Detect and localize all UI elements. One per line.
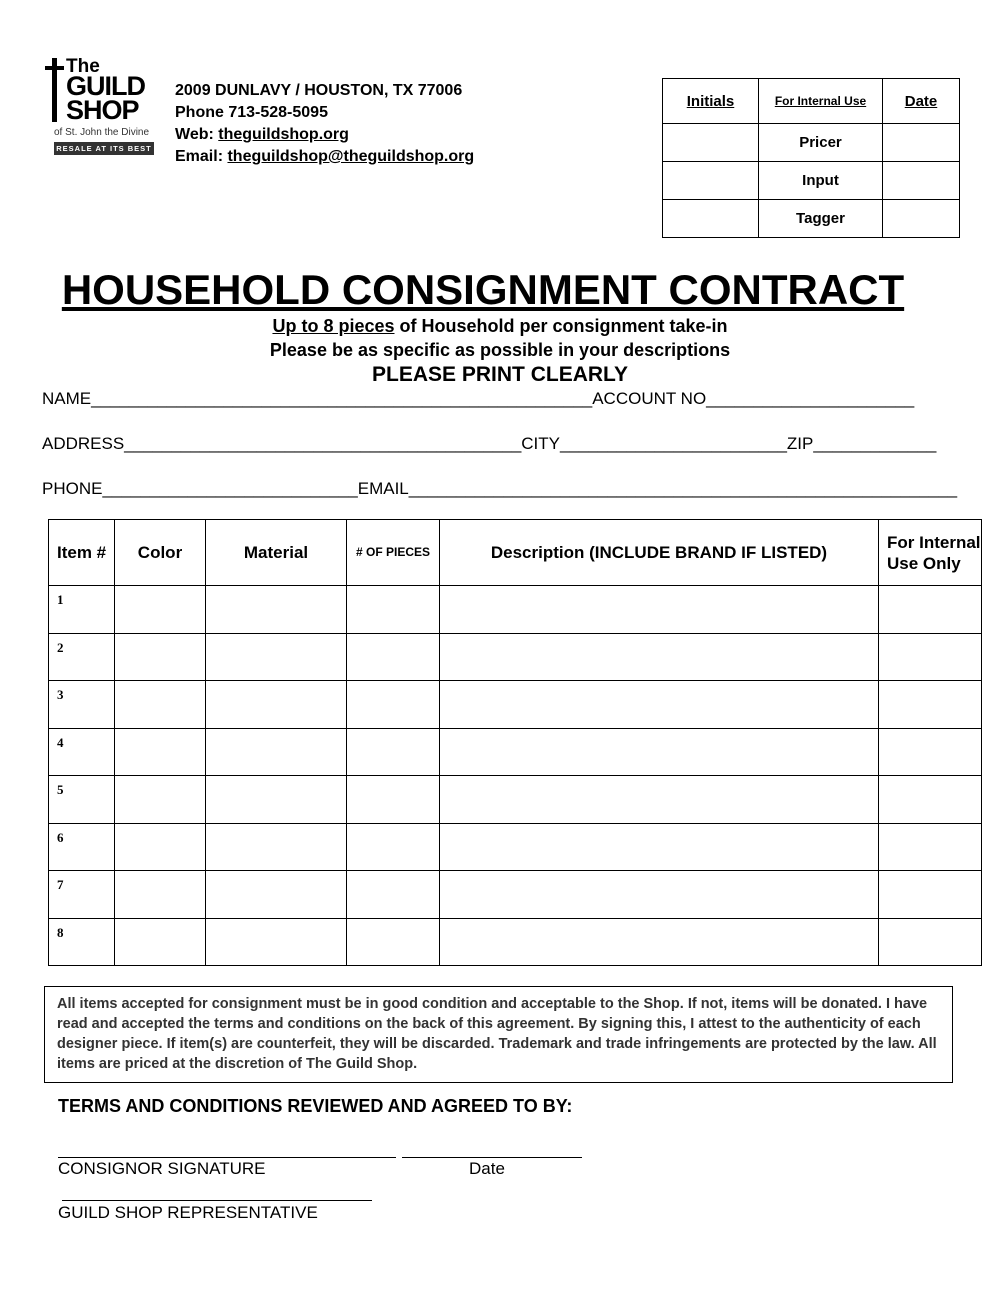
internal-use-cell[interactable] <box>879 776 982 824</box>
description-cell[interactable] <box>440 586 879 634</box>
guild-shop-logo <box>44 56 160 160</box>
cross-bar <box>45 66 64 70</box>
table-row <box>49 728 982 776</box>
material-cell[interactable] <box>206 633 347 681</box>
internal-use-cell[interactable] <box>879 633 982 681</box>
pieces-cell[interactable] <box>347 871 440 919</box>
subtitle-rest: of Household per consignment take-in <box>394 316 728 336</box>
logo-shop: SHOP <box>66 95 139 125</box>
input-date-cell[interactable] <box>883 162 960 200</box>
pieces-cell[interactable] <box>347 823 440 871</box>
item-number-cell: 2 <box>49 633 115 681</box>
table-row <box>49 681 982 729</box>
subtitle-underlined: Up to 8 pieces <box>272 316 395 336</box>
table-row <box>49 586 982 634</box>
phone-email-field[interactable]: PHONE___________________________EMAIL__________________________________________________________ <box>42 479 958 498</box>
description-cell[interactable] <box>440 633 879 681</box>
shop-web <box>175 126 349 144</box>
table-row <box>49 633 982 681</box>
item-number-header: Item # <box>49 520 115 586</box>
material-cell[interactable] <box>206 728 347 776</box>
item-number-cell: 5 <box>49 776 115 824</box>
logo-banner: RESALE AT ITS BEST <box>54 142 154 155</box>
terms-text: All items accepted for consignment must be in good condition and acceptable to the Shop. If not, items will be donated. I have read and accepted the terms and conditions on the back of this agreement. By signing this, I attest to the authenticity of each designer piece. If item(s) are counterfeit, they will be discarded. Trademark and trade infringements are protected by the law. All items are priced at the discretion of The Guild Shop. <box>57 996 937 1072</box>
table-row <box>49 823 982 871</box>
pricer-label: Pricer <box>759 124 883 162</box>
input-label: Input <box>759 162 883 200</box>
representative-label: GUILD SHOP REPRESENTATIVE <box>58 1203 318 1222</box>
internal-use-cell[interactable] <box>879 586 982 634</box>
color-cell[interactable] <box>115 918 206 966</box>
terms-box <box>44 986 953 1083</box>
material-cell[interactable] <box>206 681 347 729</box>
terms-agreed-heading: TERMS AND CONDITIONS REVIEWED AND AGREED TO BY: <box>58 1096 573 1116</box>
name-account-field[interactable]: NAME_____________________________________________________ACCOUNT NO______________________ <box>42 389 915 408</box>
color-cell[interactable] <box>115 776 206 824</box>
color-cell[interactable] <box>115 681 206 729</box>
pieces-header: # OF PIECES <box>347 520 440 586</box>
item-number-cell: 3 <box>49 681 115 729</box>
items-table <box>48 519 982 966</box>
description-cell[interactable] <box>440 871 879 919</box>
logo-the: The <box>66 56 100 77</box>
web-link[interactable]: theguildshop.org <box>218 126 349 143</box>
consignor-signature-label: CONSIGNOR SIGNATURE <box>58 1159 266 1178</box>
description-cell[interactable] <box>440 776 879 824</box>
email-link[interactable]: theguildshop@theguildshop.org <box>227 148 475 165</box>
item-number-cell: 4 <box>49 728 115 776</box>
item-number-cell: 8 <box>49 918 115 966</box>
description-cell[interactable] <box>440 681 879 729</box>
pieces-cell[interactable] <box>347 728 440 776</box>
color-cell[interactable] <box>115 728 206 776</box>
material-cell[interactable] <box>206 823 347 871</box>
pieces-cell[interactable] <box>347 918 440 966</box>
description-header: Description (INCLUDE BRAND IF LISTED) <box>440 520 879 586</box>
consignor-signature-line[interactable] <box>58 1157 396 1158</box>
pieces-cell[interactable] <box>347 633 440 681</box>
color-cell[interactable] <box>115 586 206 634</box>
input-initials-cell[interactable] <box>663 162 759 200</box>
table-row <box>49 776 982 824</box>
print-clearly: PLEASE PRINT CLEARLY <box>372 363 628 386</box>
description-cell[interactable] <box>440 918 879 966</box>
internal-use-cell[interactable] <box>879 871 982 919</box>
material-header: Material <box>206 520 347 586</box>
item-number-cell: 1 <box>49 586 115 634</box>
table-row <box>49 871 982 919</box>
internal-use-cell[interactable] <box>879 918 982 966</box>
pricer-date-cell[interactable] <box>883 124 960 162</box>
representative-signature-line[interactable] <box>62 1200 372 1201</box>
material-cell[interactable] <box>206 586 347 634</box>
shop-phone: Phone 713-528-5095 <box>175 104 328 121</box>
logo-tagline: of St. John the Divine <box>54 127 150 138</box>
table-row <box>49 918 982 966</box>
internal-use-header: For Internal Use Only <box>879 520 982 586</box>
color-header: Color <box>115 520 206 586</box>
pricer-initials-cell[interactable] <box>663 124 759 162</box>
description-cell[interactable] <box>440 823 879 871</box>
for-internal-use-header: For Internal Use <box>759 79 883 124</box>
pieces-cell[interactable] <box>347 681 440 729</box>
date-label: Date <box>469 1159 505 1178</box>
address-city-zip-field[interactable]: ADDRESS__________________________________________CITY________________________ZIP_____________ <box>42 434 937 453</box>
internal-use-cell[interactable] <box>879 728 982 776</box>
color-cell[interactable] <box>115 823 206 871</box>
subtitle-line-2: Please be as specific as possible in your descriptions <box>269 340 731 360</box>
internal-use-table <box>662 78 960 238</box>
description-cell[interactable] <box>440 728 879 776</box>
logo-guild: GUILD <box>66 71 145 101</box>
web-label: Web: <box>175 126 219 143</box>
material-cell[interactable] <box>206 918 347 966</box>
internal-use-cell[interactable] <box>879 681 982 729</box>
item-number-cell: 6 <box>49 823 115 871</box>
color-cell[interactable] <box>115 871 206 919</box>
page-title: HOUSEHOLD CONSIGNMENT CONTRACT <box>61 266 905 313</box>
item-number-cell: 7 <box>49 871 115 919</box>
pieces-cell[interactable] <box>347 776 440 824</box>
email-label: Email: <box>175 148 228 165</box>
subtitle-line-1 <box>0 316 1000 337</box>
material-cell[interactable] <box>206 871 347 919</box>
tagger-date-cell[interactable] <box>883 200 960 238</box>
pieces-cell[interactable] <box>347 586 440 634</box>
tagger-initials-cell[interactable] <box>663 200 759 238</box>
date-line[interactable] <box>402 1157 582 1158</box>
date-header: Date <box>883 79 960 124</box>
material-cell[interactable] <box>206 776 347 824</box>
initials-header: Initials <box>663 79 759 124</box>
shop-email <box>175 148 474 166</box>
tagger-label: Tagger <box>759 200 883 238</box>
color-cell[interactable] <box>115 633 206 681</box>
shop-address: 2009 DUNLAVY / HOUSTON, TX 77006 <box>175 82 463 99</box>
internal-use-cell[interactable] <box>879 823 982 871</box>
